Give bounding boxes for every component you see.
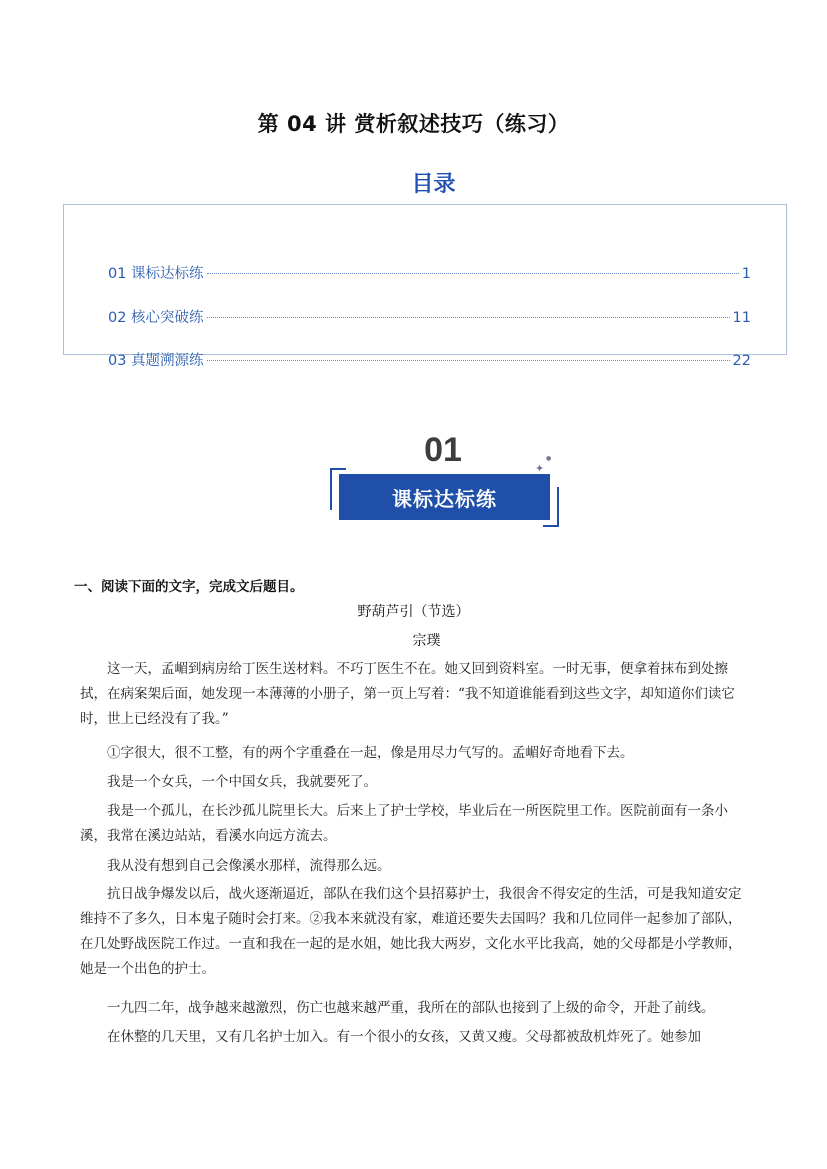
paragraph: 这一天，孟嵋到病房给丁医生送材料。不巧丁医生不在。她又回到资料室。一时无事，便拿着抹布到处擦拭，在病案架后面，她发现一本薄薄的小册子，第一页上写着：“我不知道谁能看到这些文字，却知道你们读它时，世上已经没有了我。” xyxy=(80,661,735,727)
toc-item-page: 1 xyxy=(741,266,751,282)
paragraph: ①字很大，很不工整，有的两个字重叠在一起，像是用尽力气写的。孟嵋好奇地看下去。 xyxy=(107,745,634,761)
paragraph: 我从没有想到自己会像溪水那样，流得那么远。 xyxy=(107,858,391,874)
toc-item-2[interactable] xyxy=(108,306,751,327)
toc-item-page: 22 xyxy=(732,353,751,369)
toc-item-3[interactable] xyxy=(108,349,751,370)
paragraph: 一九四二年，战争越来越激烈，伤亡也越来越严重，我所在的部队也接到了上级的命令，开赴了前线。 xyxy=(107,1000,715,1016)
sparkle-icon: ✦ xyxy=(535,462,545,475)
section-number: 01 xyxy=(424,431,462,469)
sparkle-icon: ● xyxy=(546,455,552,462)
article-author: 宗璞 xyxy=(412,633,441,649)
question-heading: 一、阅读下面的文字，完成文后题目。 xyxy=(74,579,304,595)
page-title: 第 04 讲 赏析叙述技巧（练习） xyxy=(257,112,570,136)
paragraph: 在休整的几天里，又有几名护士加入。有一个很小的女孩，又黄又瘦。父母都被敌机炸死了。她参加 xyxy=(107,1029,701,1045)
toc-item-label: 01 课标达标练 xyxy=(108,266,204,282)
article-title: 野葫芦引（节选） xyxy=(357,604,470,620)
toc-leader-dots xyxy=(207,360,730,361)
toc-item-page: 11 xyxy=(732,310,751,326)
section-badge: 课标达标练 xyxy=(339,474,550,520)
toc-heading: 目录 xyxy=(411,172,456,197)
toc-item-1[interactable] xyxy=(108,262,751,283)
toc-item-label: 02 核心突破练 xyxy=(108,310,204,326)
toc-item-label: 03 真题溯源练 xyxy=(108,353,204,369)
paragraph: 我是一个女兵，一个中国女兵，我就要死了。 xyxy=(107,774,377,790)
toc-leader-dots xyxy=(207,317,730,318)
paragraph: 抗日战争爆发以后，战火逐渐逼近，部队在我们这个县招募护士，我很舍不得安定的生活，可是我知道安定维持不了多久，日本鬼子随时会打来。②我本来就没有家，难道还要失去国吗？我和几位同伴一起参加了部队，在几处野战医院工作过。一直和我在一起的是水姐，她比我大两岁，文化水平比我高，她的父母都是小学教师，她是一个出色的护士。 xyxy=(80,886,742,977)
toc-leader-dots xyxy=(207,273,739,274)
paragraph: 我是一个孤儿，在长沙孤儿院里长大。后来上了护士学校，毕业后在一所医院里工作。医院前面有一条小溪，我常在溪边站站，看溪水向远方流去。 xyxy=(80,803,728,844)
